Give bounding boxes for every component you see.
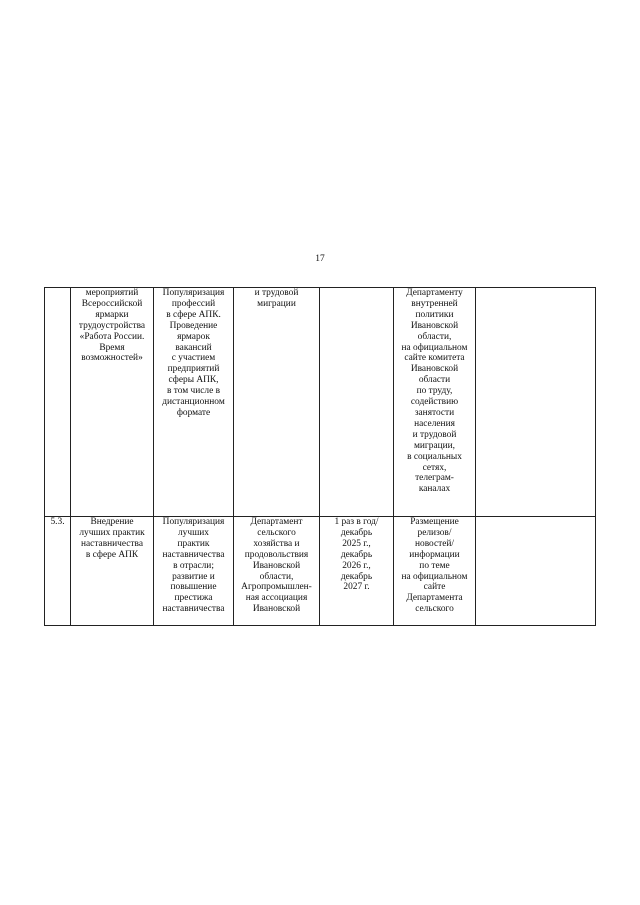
table-row: [45, 288, 596, 517]
cell-text-line: предприятий: [167, 364, 220, 375]
cell-text-line: дистанционном: [162, 397, 225, 408]
cell-text-line: сельского: [257, 527, 296, 538]
cell-text-line: Время: [99, 342, 125, 353]
cell-text-line: Всероссийской: [81, 298, 143, 309]
cell-text-line: сельского: [415, 604, 454, 615]
cell-text-line: 2025 г.,: [342, 538, 371, 549]
cell-text-line: вакансий: [175, 342, 212, 353]
cell-text-line: формате: [176, 407, 211, 418]
cell-text-line: телеграм-: [415, 473, 454, 484]
cell-text-line: миграции,: [413, 440, 456, 451]
cell-text-line: возможностей»: [81, 353, 143, 364]
cell-text-line: по теме: [419, 560, 450, 571]
cell-text-line: Внедрение: [90, 517, 134, 527]
cell-text-line: в социальных: [407, 451, 462, 462]
cell-text-line: сайте комитета: [404, 353, 465, 364]
row-number-cell: 5.3.: [45, 517, 71, 626]
cell-text-line: ярмарки: [95, 309, 129, 320]
cell-text-line: информации: [409, 549, 460, 560]
cell-text-line: практик: [177, 538, 210, 549]
cell-text-line: релизов/: [417, 527, 452, 538]
cell-text-line: Департамент: [250, 517, 303, 527]
cell-text-line: декабрь: [340, 549, 373, 560]
cell-text-line: Популяризация: [162, 517, 225, 527]
cell-text-line: и трудовой: [412, 429, 457, 440]
cell-text-line: в отрасли;: [173, 560, 214, 571]
event-name-cell: [71, 517, 154, 626]
cell-text-line: Популяризация: [162, 288, 225, 298]
cell-text-line: области: [418, 375, 451, 386]
cell-text-line: хозяйства и: [253, 538, 300, 549]
cell-text-line: Ивановской: [410, 364, 459, 375]
cell-text-line: области,: [259, 571, 294, 582]
info-placement-cell: [394, 517, 476, 626]
cell-text-line: профессий: [171, 298, 216, 309]
cell-text-line: в том числе в: [166, 386, 221, 397]
cell-text-line: Департамента: [406, 593, 463, 604]
cell-text-line: внутренней: [411, 298, 458, 309]
extra-cell: [476, 517, 596, 626]
cell-text-line: 1 раз в год/: [334, 517, 379, 527]
event-name-cell: [71, 288, 154, 517]
cell-text-line: по труду,: [416, 386, 453, 397]
page-number: 17: [315, 254, 325, 264]
cell-text-line: наставничества: [162, 549, 225, 560]
dates-cell: [320, 517, 394, 626]
cell-text-line: наставничества: [80, 538, 143, 549]
dates-cell: [320, 288, 394, 517]
cell-text-line: престижа: [174, 593, 213, 604]
cell-text-line: области,: [417, 331, 452, 342]
department-cell: [234, 288, 320, 517]
table-row: [45, 517, 596, 626]
cell-text-line: Проведение: [169, 320, 218, 331]
cell-text-line: и трудовой: [254, 288, 299, 298]
popularization-cell: [154, 288, 234, 517]
cell-text-line: новостей/: [414, 538, 455, 549]
cell-text-line: ярмарок: [177, 331, 210, 342]
department-cell: [234, 517, 320, 626]
cell-text-line: с участием: [171, 353, 216, 364]
cell-text-line: «Работа России.: [79, 331, 145, 342]
cell-text-line: продовольствия: [244, 549, 309, 560]
cell-text-line: содействию: [410, 397, 459, 408]
cell-text-line: мероприятий: [85, 288, 139, 298]
cell-text-line: сайте: [423, 582, 446, 593]
cell-text-line: на официальном: [401, 571, 468, 582]
cell-text-line: ная ассоциация: [245, 593, 308, 604]
cell-text-line: повышение: [170, 582, 217, 593]
cell-text-line: Ивановской: [252, 604, 301, 615]
cell-text-line: занятости: [414, 407, 455, 418]
cell-text-line: Ивановской: [252, 560, 301, 571]
cell-text-line: в сфере АПК: [85, 549, 139, 560]
cell-text-line: Департаменту: [406, 288, 463, 298]
row-number-cell: [45, 288, 71, 517]
cell-text-line: сетях,: [422, 462, 447, 473]
cell-text-line: миграции: [257, 298, 296, 309]
info-placement-cell: [394, 288, 476, 517]
cell-text-line: лучших: [177, 527, 209, 538]
cell-text-line: декабрь: [340, 571, 373, 582]
cell-text-line: каналах: [418, 484, 451, 495]
cell-text-line: лучших практик: [79, 527, 145, 538]
cell-text-line: Размещение: [410, 517, 459, 527]
extra-cell: [476, 288, 596, 517]
cell-text-line: развитие и: [172, 571, 215, 582]
cell-text-line: Ивановской: [410, 320, 459, 331]
cell-text-line: политики: [415, 309, 454, 320]
cell-text-line: наставничества: [162, 604, 225, 615]
cell-text-line: 2026 г.,: [342, 560, 371, 571]
cell-text-line: Агропромышлен-: [241, 582, 312, 593]
cell-text-line: декабрь: [340, 527, 373, 538]
cell-text-line: населения: [414, 418, 455, 429]
cell-text-line: на официальном: [401, 342, 468, 353]
cell-text-line: 2027 г.: [343, 582, 370, 593]
cell-text-line: в сфере АПК.: [166, 309, 221, 320]
cell-text-line: трудоустройства: [78, 320, 146, 331]
plan-table: [44, 287, 596, 626]
cell-text-line: сферы АПК,: [168, 375, 219, 386]
popularization-cell: [154, 517, 234, 626]
